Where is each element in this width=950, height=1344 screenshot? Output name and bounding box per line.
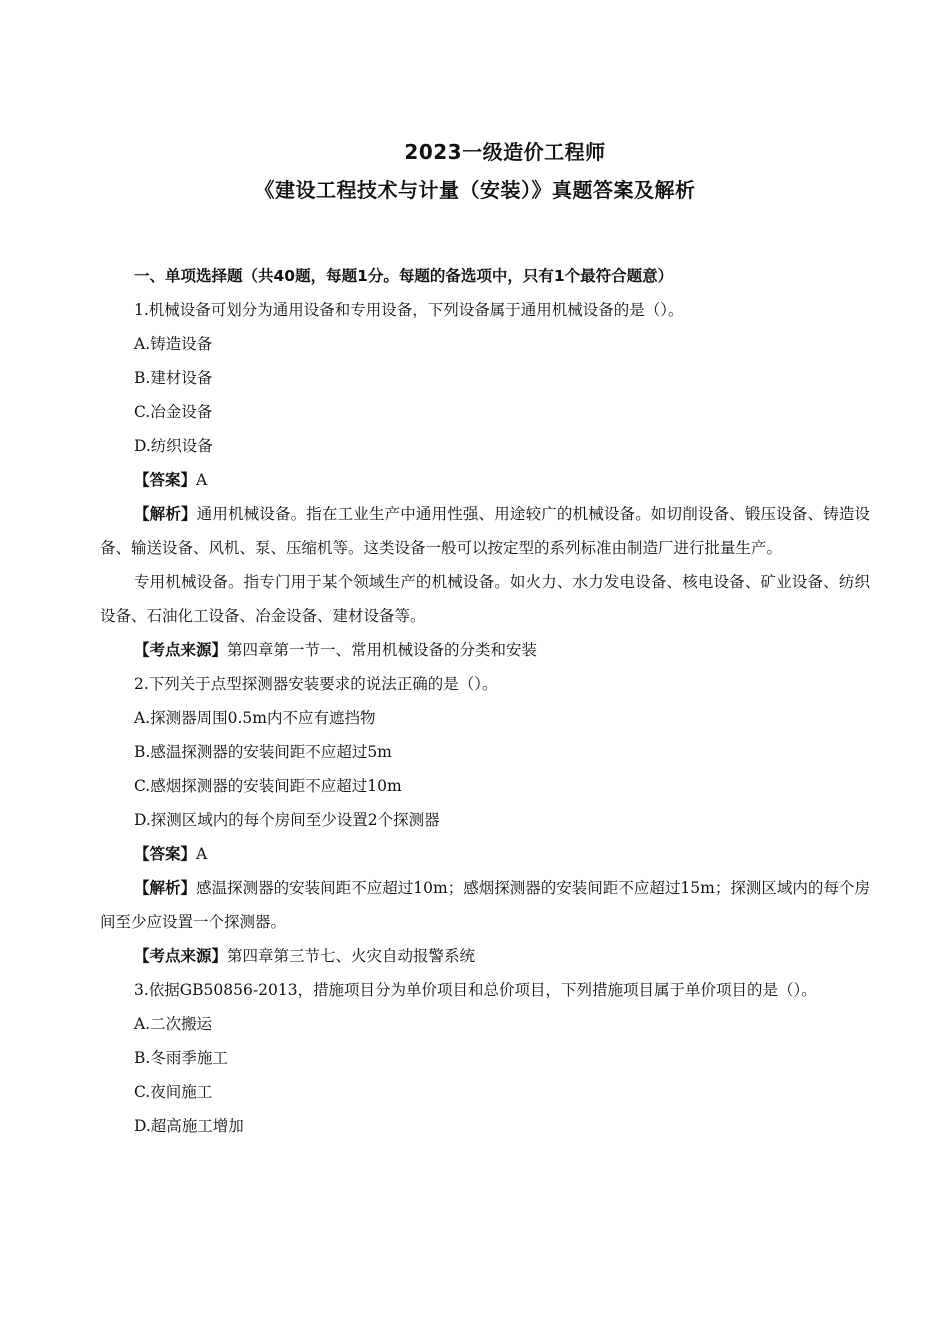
- analysis-label: 【解析】: [134, 879, 197, 897]
- title-line-2: 《建设工程技术与计量（安装）》真题答案及解析: [254, 178, 696, 202]
- question-1-option-b: B.建材设备: [134, 369, 213, 387]
- document-body: [100, 259, 870, 1143]
- answer-label: 【答案】: [134, 845, 197, 863]
- answer-value: A: [196, 845, 208, 863]
- source-text: 第四章第一节一、常用机械设备的分类和安装: [227, 641, 538, 659]
- title-line-1: 2023一级造价工程师: [404, 140, 606, 164]
- question-2-option-d: D.探测区域内的每个房间至少设置2个探测器: [134, 811, 440, 829]
- source-label: 【考点来源】: [134, 947, 228, 965]
- question-2-option-c: C.感烟探测器的安装间距不应超过10m: [134, 777, 402, 795]
- question-1-source: [100, 633, 870, 667]
- analysis-text: 通用机械设备。指在工业生产中通用性强、用途较广的机械设备。如切削设备、锻压设备、铸造设备、输送设备、风机、泵、压缩机等。这类设备一般可以按定型的系列标准由制造厂进行批量生产。: [100, 505, 870, 557]
- question-2-answer: [100, 837, 870, 871]
- question-1-answer: [100, 463, 870, 497]
- question-3-option-a: A.二次搬运: [134, 1015, 213, 1033]
- question-1-analysis: [100, 497, 870, 565]
- question-3-option-b: B.冬雨季施工: [134, 1049, 228, 1067]
- question-1-analysis-extra: 专用机械设备。指专门用于某个领域生产的机械设备。如火力、水力发电设备、核电设备、矿业设备、纺织设备、石油化工设备、冶金设备、建材设备等。: [100, 573, 870, 625]
- document-title: [0, 133, 950, 209]
- question-1-stem: 1.机械设备可划分为通用设备和专用设备，下列设备属于通用机械设备的是（）。: [134, 301, 684, 319]
- question-1-option-a: A.铸造设备: [134, 335, 213, 353]
- question-2-stem: 2.下列关于点型探测器安装要求的说法正确的是（）。: [134, 675, 498, 693]
- question-2-analysis: [100, 871, 870, 939]
- question-3-stem: 3.依据GB50856-2013，措施项目分为单价项目和总价项目，下列措施项目属于单价项目的是（）。: [134, 981, 817, 999]
- question-2-option-b: B.感温探测器的安装间距不应超过5m: [134, 743, 392, 761]
- question-2-option-a: A.探测器周围0.5m内不应有遮挡物: [134, 709, 376, 727]
- analysis-text: 感温探测器的安装间距不应超过10m；感烟探测器的安装间距不应超过15m；探测区域内的每个房间至少应设置一个探测器。: [100, 879, 870, 931]
- question-1-option-d: D.纺织设备: [134, 437, 213, 455]
- question-2-source: [100, 939, 870, 973]
- question-3-option-d: D.超高施工增加: [134, 1117, 244, 1135]
- analysis-label: 【解析】: [134, 505, 197, 523]
- answer-value: A: [196, 471, 208, 489]
- section-heading: 一、单项选择题（共40题，每题1分。每题的备选项中，只有1个最符合题意）: [134, 267, 674, 285]
- source-label: 【考点来源】: [134, 641, 228, 659]
- answer-label: 【答案】: [134, 471, 197, 489]
- question-3-option-c: C.夜间施工: [134, 1083, 213, 1101]
- question-1-option-c: C.冶金设备: [134, 403, 213, 421]
- source-text: 第四章第三节七、火灾自动报警系统: [227, 947, 476, 965]
